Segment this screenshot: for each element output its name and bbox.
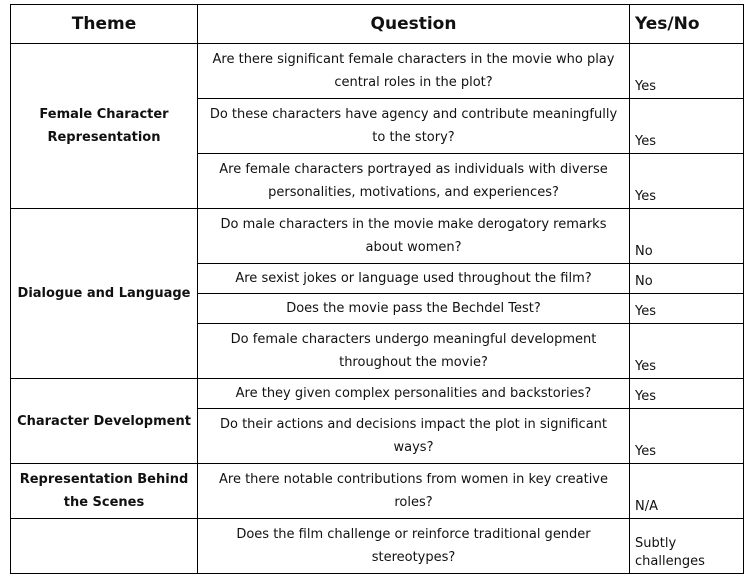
- header-answer: Yes/No: [630, 5, 744, 44]
- question-cell: Do their actions and decisions impact the plot in significant ways?: [198, 409, 630, 464]
- answer-cell: Yes: [630, 324, 744, 379]
- question-cell: Does the movie pass the Bechdel Test?: [198, 294, 630, 324]
- question-cell: Do female characters undergo meaningful development throughout the movie?: [198, 324, 630, 379]
- question-cell: Are there significant female characters in the movie who play central roles in the plot?: [198, 44, 630, 99]
- table-row: [11, 519, 744, 574]
- question-cell: Are they given complex personalities and backstories?: [198, 379, 630, 409]
- answer-cell: Yes: [630, 379, 744, 409]
- answer-cell: N/A: [630, 464, 744, 519]
- question-cell: Are there notable contributions from women in key creative roles?: [198, 464, 630, 519]
- table-row: [11, 44, 744, 99]
- header-theme: Theme: [11, 5, 198, 44]
- answer-cell: No: [630, 209, 744, 264]
- answer-cell: No: [630, 264, 744, 294]
- answer-cell: Yes: [630, 294, 744, 324]
- header-question: Question: [198, 5, 630, 44]
- answer-cell: Yes: [630, 154, 744, 209]
- theme-cell: Female Character Representation: [11, 44, 198, 209]
- header-row: [11, 5, 744, 44]
- question-cell: Do these characters have agency and contribute meaningfully to the story?: [198, 99, 630, 154]
- table-row: [11, 379, 744, 409]
- table-row: [11, 209, 744, 264]
- table-row: [11, 464, 744, 519]
- theme-cell: Character Development: [11, 379, 198, 464]
- question-cell: Are female characters portrayed as individuals with diverse personalities, motivations, and experiences?: [198, 154, 630, 209]
- answer-cell: Subtly challenges: [630, 519, 744, 574]
- theme-cell: Dialogue and Language: [11, 209, 198, 379]
- answer-cell: Yes: [630, 409, 744, 464]
- question-cell: Does the film challenge or reinforce traditional gender stereotypes?: [198, 519, 630, 574]
- question-cell: Are sexist jokes or language used throughout the film?: [198, 264, 630, 294]
- answer-cell: Yes: [630, 99, 744, 154]
- gender-analysis-table: [10, 4, 744, 574]
- theme-cell: [11, 519, 198, 574]
- question-cell: Do male characters in the movie make derogatory remarks about women?: [198, 209, 630, 264]
- answer-cell: Yes: [630, 44, 744, 99]
- theme-cell: Representation Behind the Scenes: [11, 464, 198, 519]
